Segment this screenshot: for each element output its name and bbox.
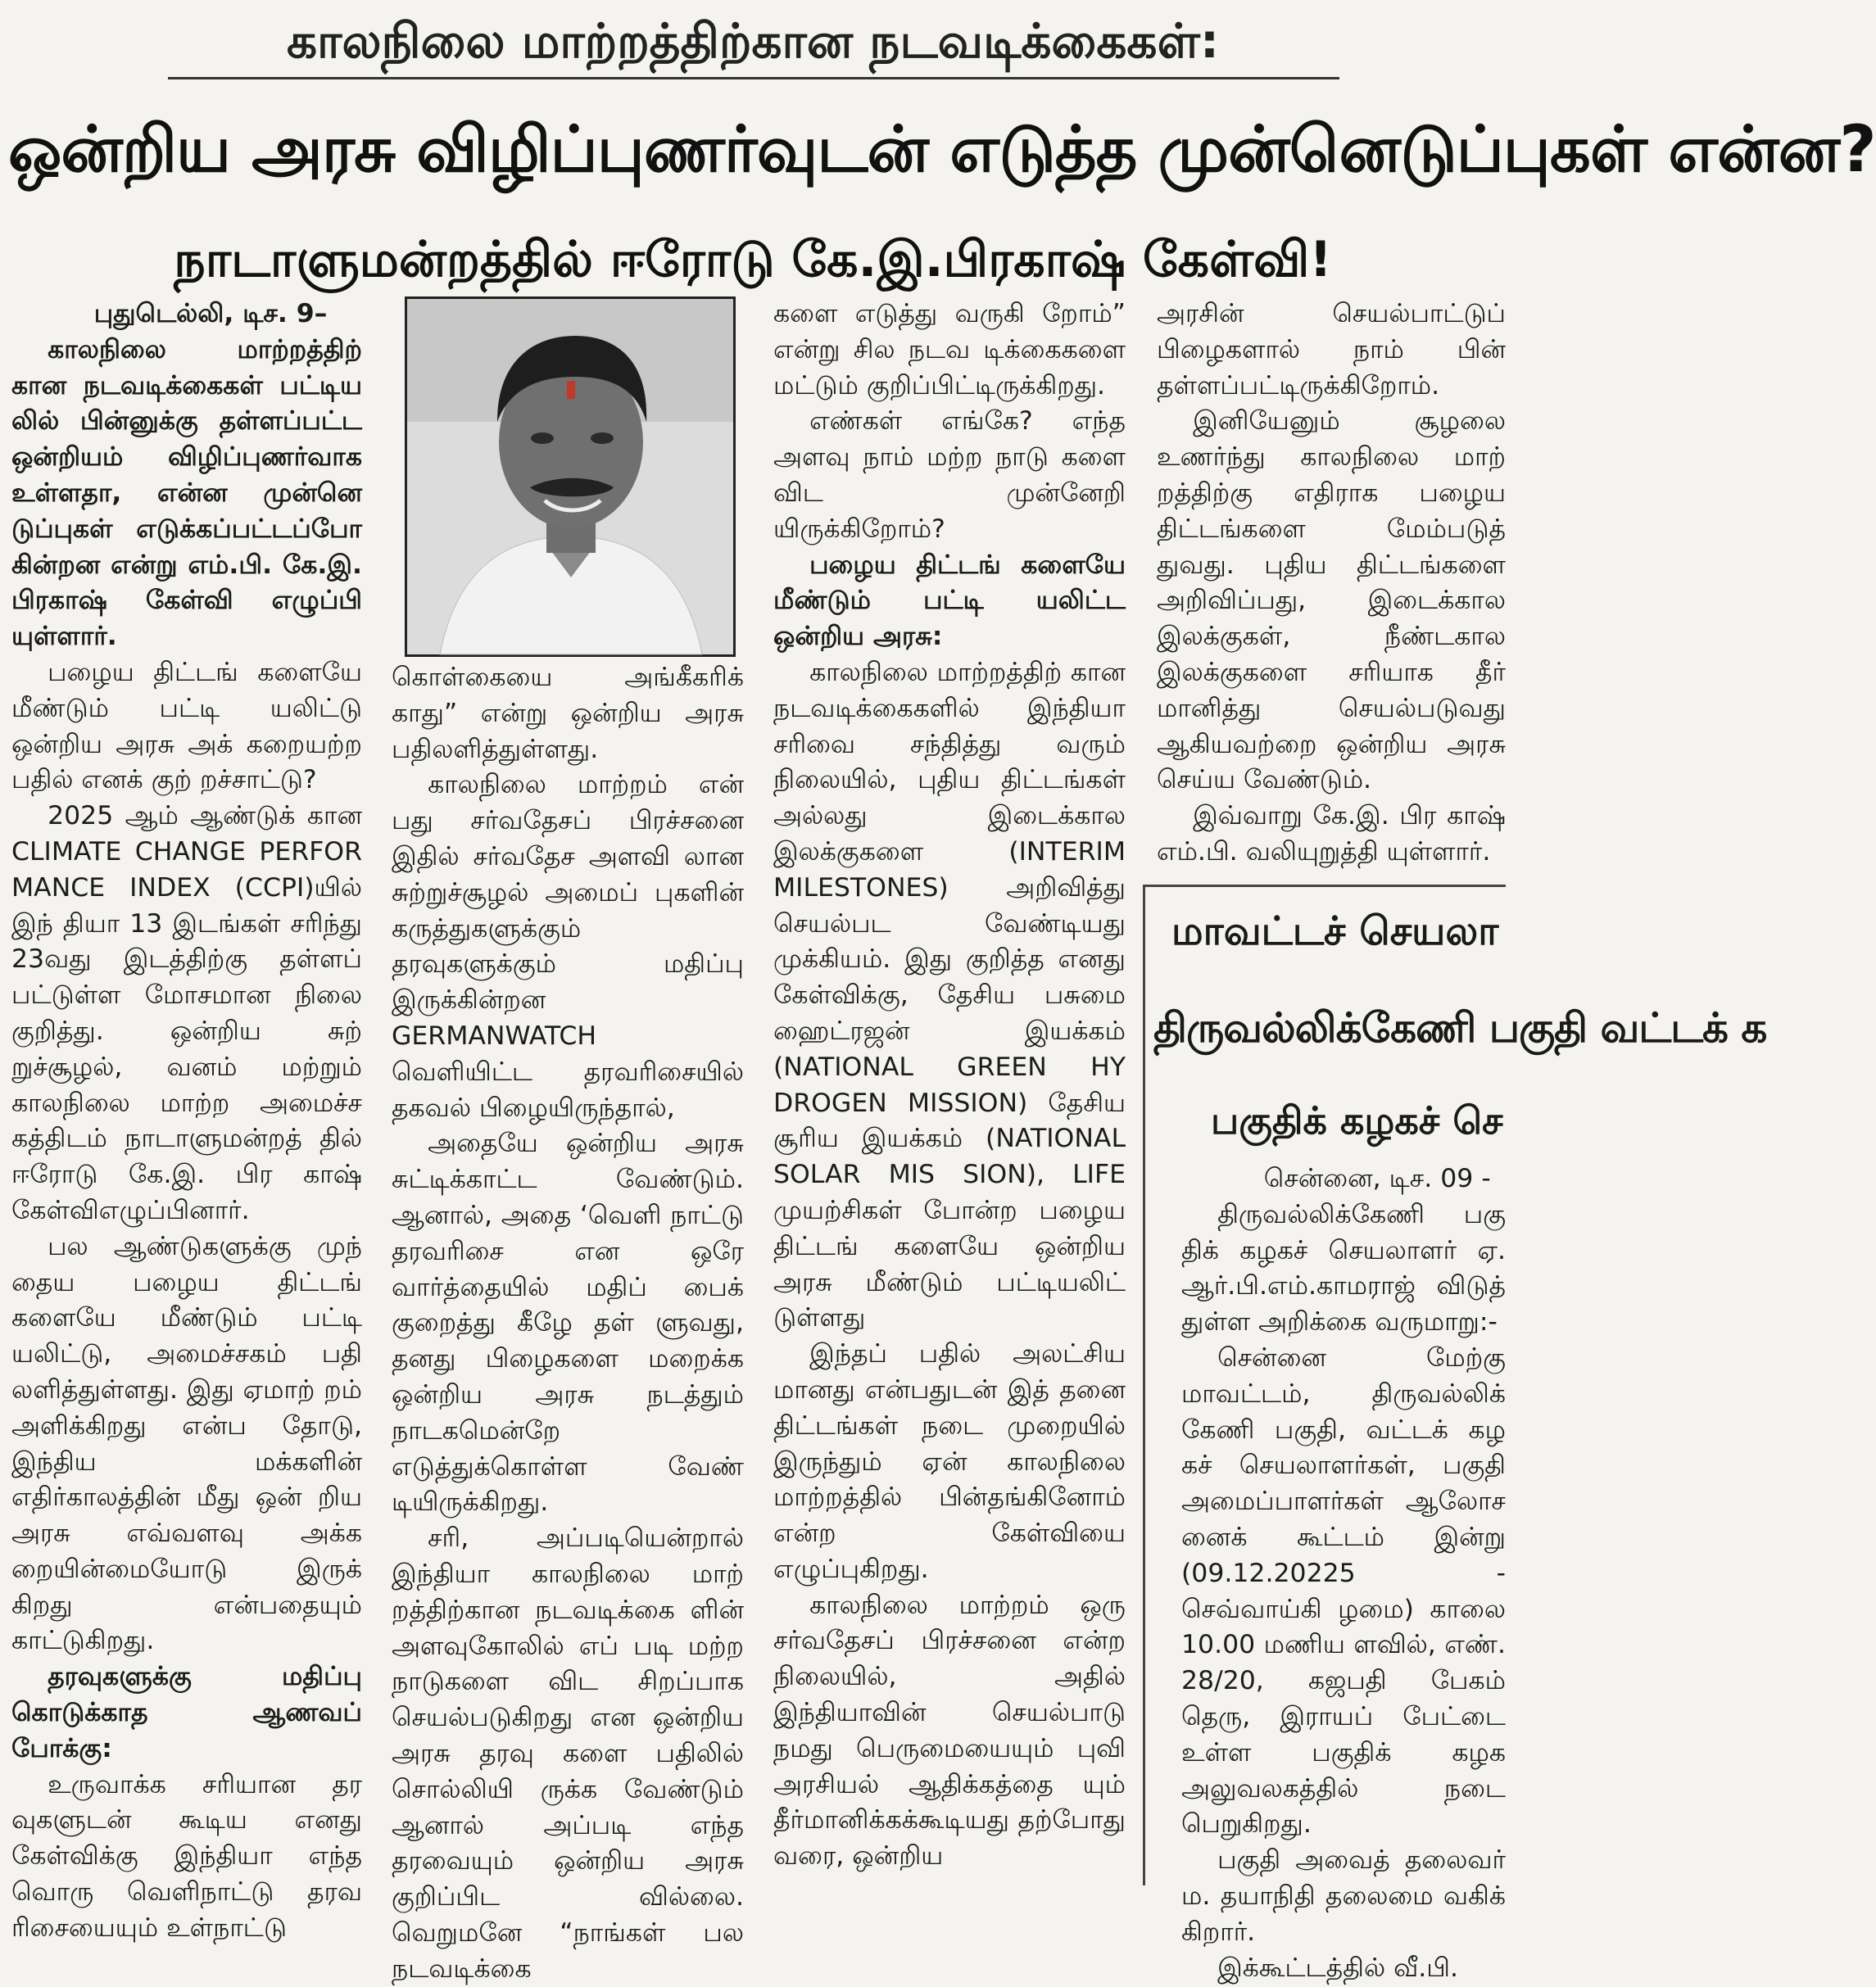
paragraph: அரசின் செயல்பாட்டுப் பிழைகளால் நாம் பின் தள்ளப்பட்டிருக்கிறோம்.	[1157, 299, 1506, 401]
paragraph: களை எடுத்து வருகி றோம்” என்று சில நடவ டிக்கைகளை மட்டும் குறிப்பிட்டிருக்கிறது.	[773, 299, 1126, 401]
article-column-3	[773, 296, 1126, 1885]
paragraph: கொள்கையை அங்கீகரிக் காது” என்று ஒன்றிய அரசு பதிலளித்துள்ளது.	[392, 663, 744, 764]
sidebar-title-1: மாவட்டச் செயலா	[1171, 908, 1499, 954]
paragraph: பல ஆண்டுகளுக்கு முந் தைய பழைய திட்டங் களையே மீண்டும் பட்டி யலிட்டு, அமைச்சகம் பதி லளித்துள்ளது. இது ஏமாற் றம் அளிக்கிறது என்ப தோடு, இந்திய மக்களின் எதிர்காலத்தின் மீது ஒன் றிய அரசு எவ்வளவு அக்க றையின்மையோடு இருக் கிறது என்பதையும் காட்டுகிறது.	[11, 1231, 362, 1656]
paragraph: திருவல்லிக்கேணி பகு திக் கழகச் செயலாளர் ஏ. ஆர்.பி.எம்.காமராஜ் விடுத் துள்ள அறிக்கை வருமாறு:-	[1181, 1199, 1506, 1337]
paragraph: சென்னை மேற்கு மாவட்டம், திருவல்லிக் கேணி பகுதி, வட்டக் கழ கச் செயலாளர்கள், பகுதி அமைப்பாளர்கள் ஆலோச னைக் கூட்டம் இன்று (09.12.20225 - செவ்வாய்கி ழமை) காலை 10.00 மணிய ளவில், எண். 28/20, கஜபதி பேகம் தெரு, இராயப் பேட்டை உள்ள பகுதிக் கழக அலுவலகத்தில் நடை பெறுகிறது.	[1181, 1342, 1506, 1840]
paragraph: 2025 ஆம் ஆண்டுக் கான CLIMATE CHANGE PERFOR MANCE INDEX (CCPI)யில் இந் தியா 13 இடங்கள் சரிந்து 23வது இடத்திற்கு தள்ளப் பட்டுள்ள மோசமான நிலை குறித்து. ஒன்றிய சுற் றுச்சூழல், வனம் மற்றும் காலநிலை மாற்ற அமைச்ச கத்திடம் நாடாளுமன்றத் தில் ஈரோடு கே.இ. பிர காஷ் கேள்விஎழுப்பினார்.	[11, 801, 362, 1225]
paragraph: காலநிலை மாற்றம் என் பது சர்வதேசப் பிரச்சனை இதில் சர்வதேச அளவி லான சுற்றுச்சூழல் அமைப் புகளின் கருத்துகளுக்கும் தரவுகளுக்கும் மதிப்பு இருக்கின்றன GERMANWATCH வெளியிட்ட தரவரிசையில் தகவல் பிழையிருந்தால்,	[392, 770, 744, 1123]
paragraph: காலநிலை மாற்றம் ஒரு சர்வதேசப் பிரச்சனை என்ற நிலையில், அதில் இந்தியாவின் செயல்பாடு நமது பெருமையையும் புவி அரசியல் ஆதிக்கத்தை யும் தீர்மானிக்கக்கூடியது தற்போது வரை, ஒன்றிய	[773, 1590, 1126, 1872]
paragraph: இக்கூட்டத்தில் வீ.பி.	[1217, 1953, 1459, 1983]
headline-rule	[168, 77, 1339, 79]
paragraph: இனியேனும் சூழலை உணர்ந்து காலநிலை மாற் றத்திற்கு எதிராக பழைய திட்டங்களை மேம்படுத் துவது. புதிய திட்டங்களை அறிவிப்பது, இடைக்கால இலக்குகள், நீண்டகால இலக்குகளை சரியாக தீர் மானித்து செயல்படுவது ஆகியவற்றை ஒன்றிய அரசு செய்ய வேண்டும்.	[1157, 406, 1506, 795]
subheading: தரவுகளுக்கு மதிப்பு கொடுக்காத ஆணவப் போக்கு:	[11, 1662, 362, 1763]
headline-sub: நாடாளுமன்றத்தில் ஈரோடு கே.இ.பிரகாஷ் கேள்வி!	[174, 231, 1332, 288]
paragraph: இவ்வாறு கே.இ. பிர காஷ் எம்.பி. வலியுறுத்தி யுள்ளார்.	[1157, 801, 1506, 867]
sidebar-title-3: பகுதிக் கழகச் செ	[1211, 1098, 1503, 1143]
portrait-photo	[405, 296, 736, 657]
sidebar-box-top-rule	[1143, 885, 1506, 887]
headline-kicker: காலநிலை மாற்றத்திற்கான நடவடிக்கைகள்:	[286, 13, 1220, 69]
paragraph: எண்கள் எங்கே? எந்த அளவு நாம் மற்ற நாடு களை விட முன்னேறி யிருக்கிறோம்?	[773, 406, 1126, 544]
sidebar-body	[1181, 1161, 1506, 1983]
subheading: பழைய திட்டங் களையே மீண்டும் பட்டி யலிட்ட ஒன்றிய அரசு:	[773, 550, 1126, 652]
paragraph: காலநிலை மாற்றத்திற் கான நடவடிக்கைகளில் இந்தியா சரிவை சந்தித்து வரும் நிலையில், புதிய திட்டங்கள் அல்லது இடைக்கால இலக்குகளை (INTERIM MILESTONES) அறிவித்து செயல்பட வேண்டியது முக்கியம். இது குறித்த எனது கேள்விக்கு, தேசிய பசுமை ஹைட்ரஜன் இயக்கம் (NATIONAL GREEN HY DROGEN MISSION) தேசிய சூரிய இயக்கம் (NATIONAL SOLAR MIS SION), LIFE முயற்சிகள் போன்ற பழைய திட்டங் களையே ஒன்றிய அரசு மீண்டும் பட்டியலிட் டுள்ளது	[773, 657, 1126, 1333]
paragraph: பகுதி அவைத் தலைவர் ம. தயாநிதி தலைமை வகிக் கிறார்.	[1181, 1845, 1506, 1947]
dateline: புதுடெல்லி, டிச. 9–	[93, 299, 328, 328]
article-column-1	[11, 296, 362, 1943]
article-column-2	[392, 660, 744, 1984]
paragraph: பழைய திட்டங் களையே மீண்டும் பட்டி யலிட்டு ஒன்றிய அரசு அக் கறையற்ற பதில் எனக் குற் றச்சாட்டு?	[11, 657, 362, 795]
paragraph: உருவாக்க சரியான தர வுகளுடன் கூடிய எனது கேள்விக்கு இந்தியா எந்த வொரு வெளிநாட்டு தரவ ரிசையையும் உள்நாட்டு	[11, 1769, 362, 1943]
portrait-illustration	[407, 299, 733, 654]
lead-paragraph: காலநிலை மாற்றத்திற் கான நடவடிக்கைகள் பட்டிய லில் பின்னுக்கு தள்ளப்பட்ட ஒன்றியம் விழிப்புணர்வாக உள்ளதா, என்ன முன்னெ டுப்புகள் எடுக்கப்பட்டப்போ கின்றன என்று எம்.பி. கே.இ. பிரகாஷ் கேள்வி எழுப்பி யுள்ளார்.	[11, 334, 362, 652]
headline-main: ஒன்றிய அரசு விழிப்புணர்வுடன் எடுத்த முன்னெடுப்புகள் என்ன?	[8, 113, 1876, 187]
sidebar-title-2: திருவல்லிக்கேணி பகுதி வட்டக் க	[1153, 1004, 1767, 1052]
article-column-4	[1157, 296, 1506, 870]
paragraph: இந்தப் பதில் அலட்சிய மானது என்பதுடன் இத் தனை திட்டங்கள் நடை முறையில் இருந்தும் ஏன் காலநிலை மாற்றத்தில் பின்தங்கினோம் என்ற கேள்வியை எழுப்புகிறது.	[773, 1339, 1126, 1584]
sidebar-dateline: சென்னை, டிச. 09 -	[1263, 1164, 1491, 1193]
sidebar-box-left-rule	[1143, 885, 1145, 1885]
paragraph: அதையே ஒன்றிய அரசு சுட்டிக்காட்ட வேண்டும். ஆனால், அதை ‘வெளி நாட்டு தரவரிசை என ஒரே வார்த்தையில் மதிப் பைக் குறைத்து கீழே தள் ளுவது, தனது பிழைகளை மறைக்க ஒன்றிய அரசு நடத்தும் நாடகமென்றே எடுத்துக்கொள்ள வேண் டியிருக்கிறது.	[392, 1129, 744, 1518]
paragraph: சரி, அப்படியென்றால் இந்தியா காலநிலை மாற் றத்திற்கான நடவடிக்கை ளின் அளவுகோலில் எப் படி மற்ற நாடுகளை விட சிறப்பாக செயல்படுகிறது என ஒன்றிய அரசு தரவு களை பதிலில் சொல்லியி ருக்க வேண்டும் ஆனால் அப்படி எந்த தரவையும் ஒன்றிய அரசு குறிப்பிட வில்லை. வெறுமனே “நாங்கள் பல நடவடிக்கை	[392, 1523, 744, 1984]
